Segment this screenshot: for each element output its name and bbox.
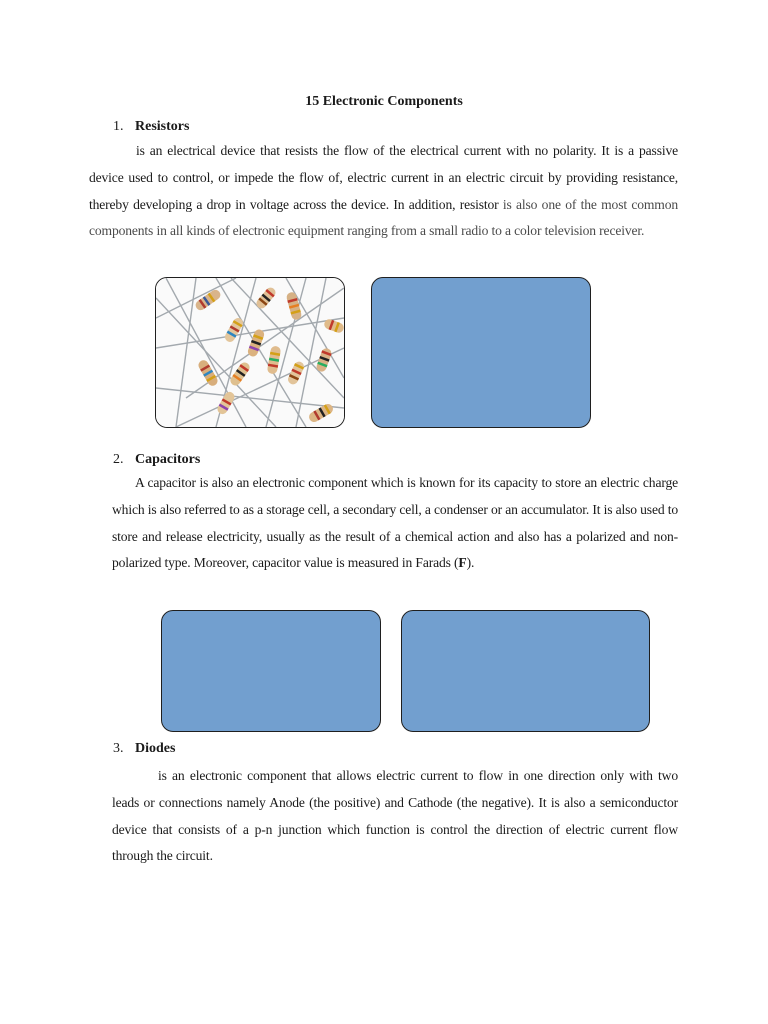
section-number: 1.	[113, 119, 124, 134]
diodes-description	[112, 763, 678, 870]
document-title: 15 Electronic Components	[305, 94, 463, 109]
resistors-text-continued: is also one of the most common components in all kinds of electronic equipment ranging from a small radio to a color television receiver.	[89, 196, 678, 239]
section-title: Resistors	[135, 119, 190, 134]
resistors-photo	[155, 277, 345, 428]
resistors-text: is an electrical device that resists the flow of the electrical current with no polarity. It is a passive device used to control, or impede the flow of, electric current in an electric circuit by providing resistance, thereby developing a drop in voltage across the device. In addition, resistor	[89, 143, 678, 212]
diodes-text: is an electronic component that allows electric current to flow in one direction only with two leads or connections namely Anode (the positive) and Cathode (the negative). It is also a semiconductor device that consists of a p-n junction which function is control the direction of electric current flow through the circuit.	[112, 768, 678, 864]
section-title: Capacitors	[135, 452, 201, 467]
image-placeholder-box	[161, 610, 381, 732]
capacitors-text-end: ).	[466, 555, 475, 571]
section-title: Diodes	[135, 741, 176, 756]
image-placeholder-box	[401, 610, 650, 732]
section-heading-capacitors	[113, 452, 200, 468]
farad-unit: F	[458, 555, 467, 571]
resistors-image	[156, 278, 344, 427]
section-heading-diodes	[113, 741, 175, 757]
resistors-description	[89, 138, 678, 245]
section-number: 2.	[113, 452, 124, 467]
section-number: 3.	[113, 741, 124, 756]
image-placeholder-box	[371, 277, 591, 428]
capacitors-description	[112, 470, 678, 577]
capacitors-text: A capacitor is also an electronic component which is known for its capacity to store an electric charge which is also referred to as a storage cell, a secondary cell, a condenser or an accumulator. It is also used to store and release electricity, usually as the result of a chemical action and also has a polarized and non-polarized type. Moreover, capacitor value is measured in Farads (	[112, 475, 678, 571]
section-heading-resistors	[113, 119, 189, 135]
